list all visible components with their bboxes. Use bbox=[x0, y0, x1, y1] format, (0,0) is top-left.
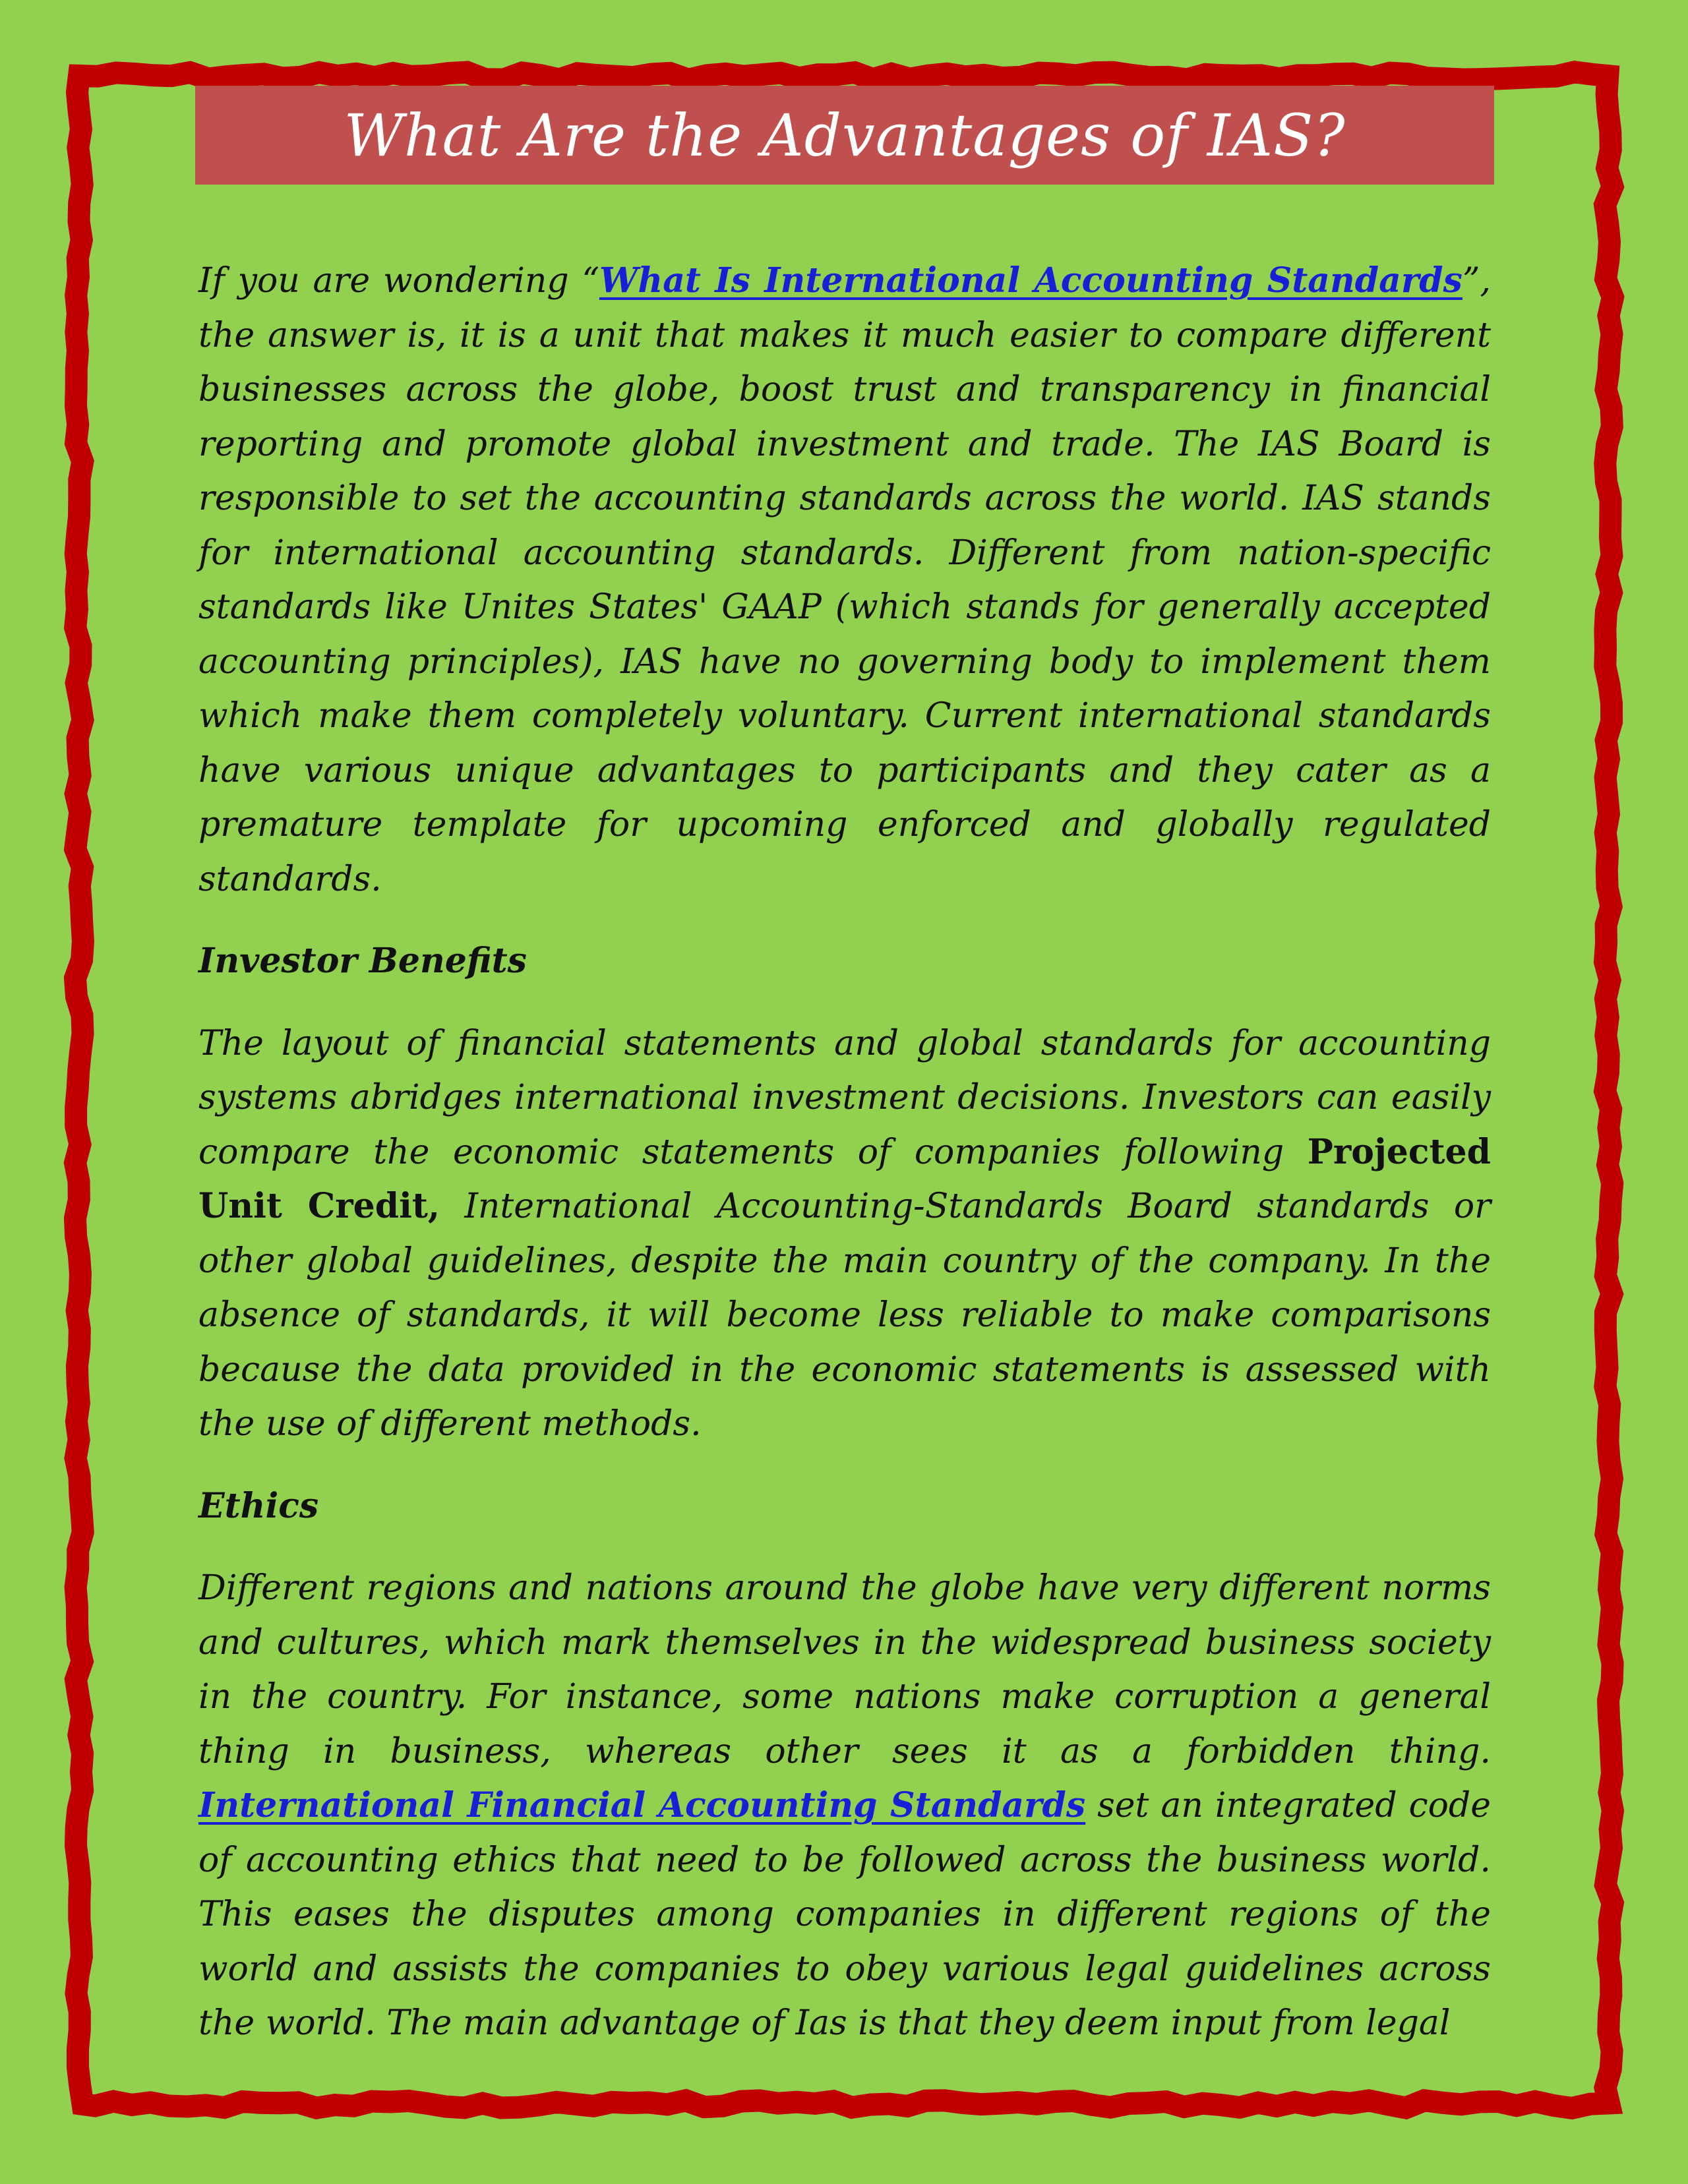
investor-paragraph bbox=[198, 1017, 1491, 1452]
heading-ethics: Ethics bbox=[198, 1485, 319, 1526]
investor-text-rest: International Accounting-Standards Board standards or other global guidelines, despite the main country of the company. In the absence of standards, it will become less reliable to make comparisons because the data provided in the economic statements is assessed with the use of different methods. bbox=[198, 1187, 1491, 1444]
ethics-text-rest: set an integrated code of accounting ethics that need to be followed across the business world. This eases the disputes among companies in different regions of the world and assists the companies to obey various legal guidelines across the world. The main advantage of Ias is that they deem input from legal bbox=[198, 1786, 1491, 2043]
projected-unit-credit-term: Projected Unit Credit, bbox=[198, 1131, 1491, 1226]
ethics-text-start: Different regions and nations around the globe have very different norms and cultures, which mark themselves in the widespread business society in the country. For instance, some nations make corruption a general thing in business, whereas other sees it as a forbidden thing. bbox=[198, 1568, 1491, 1771]
spacer bbox=[198, 906, 1491, 934]
intro-text-start: If you are wondering “ bbox=[198, 261, 599, 301]
ethics-paragraph bbox=[198, 1561, 1491, 2051]
intro-text-rest: ”, the answer is, it is a unit that makes it much easier to compare different businesses across the globe, boost trust and transparency in financial reporting and promote global investment and trade. The IAS Board is responsible to set the accounting standards across the world. IAS stands for international accounting standards. Different from nation-specific standards like Unites States' GAAP (which stands for generally accepted accounting principles), IAS have no governing body to implement them which make them completely voluntary. Current international standards have various unique advantages to participants and they cater as a premature template for upcoming enforced and globally regulated standards. bbox=[198, 261, 1491, 899]
document-body bbox=[198, 254, 1491, 2051]
title-banner bbox=[195, 86, 1494, 185]
spacer bbox=[198, 989, 1491, 1017]
page-title: What Are the Advantages of IAS? bbox=[344, 101, 1346, 169]
link-what-is-ias[interactable]: What Is International Accounting Standards bbox=[599, 260, 1462, 301]
spacer bbox=[198, 1452, 1491, 1479]
spacer bbox=[198, 1533, 1491, 1561]
intro-paragraph bbox=[198, 254, 1491, 906]
heading-investor-benefits: Investor Benefits bbox=[198, 941, 527, 981]
link-ifrs[interactable]: International Financial Accounting Standards bbox=[198, 1785, 1086, 1825]
investor-text-start: The layout of financial statements and global standards for accounting systems abridges international investment decisions. Investors can easily compare the economic statements of companies following bbox=[198, 1023, 1491, 1172]
